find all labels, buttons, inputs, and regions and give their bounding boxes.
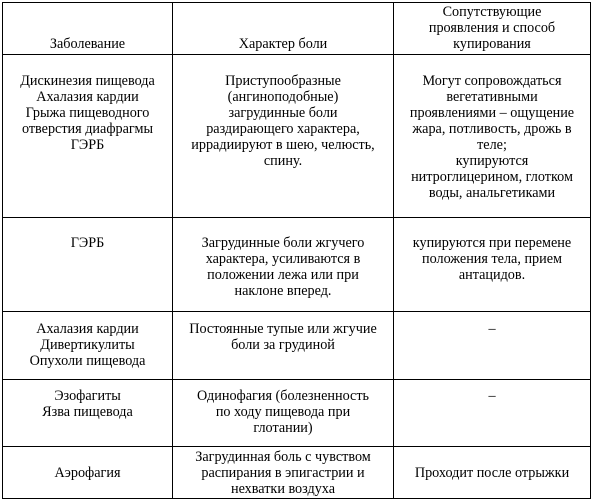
table-row xyxy=(3,312,591,380)
header-row xyxy=(3,3,591,55)
pain-cell: Загрудинные боли жгучего характера, усиливаются в положении лежа или при наклоне вперед. xyxy=(173,218,394,312)
header-disease: Заболевание xyxy=(3,3,173,55)
disease-cell: Эзофагиты Язва пищевода xyxy=(3,380,173,447)
relief-cell: Могут сопровождаться вегетативными проявлениями – ощущение жара, потливость, дрожь в теле; купируются нитроглицерином, глотком воды, анальгетиками xyxy=(394,55,591,218)
relief-cell: Проходит после отрыжки xyxy=(394,447,591,499)
relief-cell: купируются при перемене положения тела, прием антацидов. xyxy=(394,218,591,312)
symptoms-table xyxy=(2,2,591,499)
disease-cell: Дискинезия пищевода Ахалазия кардии Грыжа пищеводного отверстия диафрагмы ГЭРБ xyxy=(3,55,173,218)
disease-cell: ГЭРБ xyxy=(3,218,173,312)
table-row xyxy=(3,447,591,499)
header-relief: Сопутствующие проявления и способ купирования xyxy=(394,3,591,55)
disease-cell: Аэрофагия xyxy=(3,447,173,499)
relief-cell: – xyxy=(394,380,591,447)
pain-cell: Одинофагия (болезненность по ходу пищевода при глотании) xyxy=(173,380,394,447)
table-row xyxy=(3,380,591,447)
header-pain: Характер боли xyxy=(173,3,394,55)
disease-cell: Ахалазия кардии Дивертикулиты Опухоли пищевода xyxy=(3,312,173,380)
table-row xyxy=(3,55,591,218)
pain-cell: Загрудинная боль с чувством распирания в эпигастрии и нехватки воздуха xyxy=(173,447,394,499)
relief-cell: – xyxy=(394,312,591,380)
pain-cell: Постоянные тупые или жгучие боли за грудиной xyxy=(173,312,394,380)
table-row xyxy=(3,218,591,312)
pain-cell: Приступообразные (ангиноподобные) загрудинные боли раздирающего характера, иррадиируют в шею, челюсть, спину. xyxy=(173,55,394,218)
